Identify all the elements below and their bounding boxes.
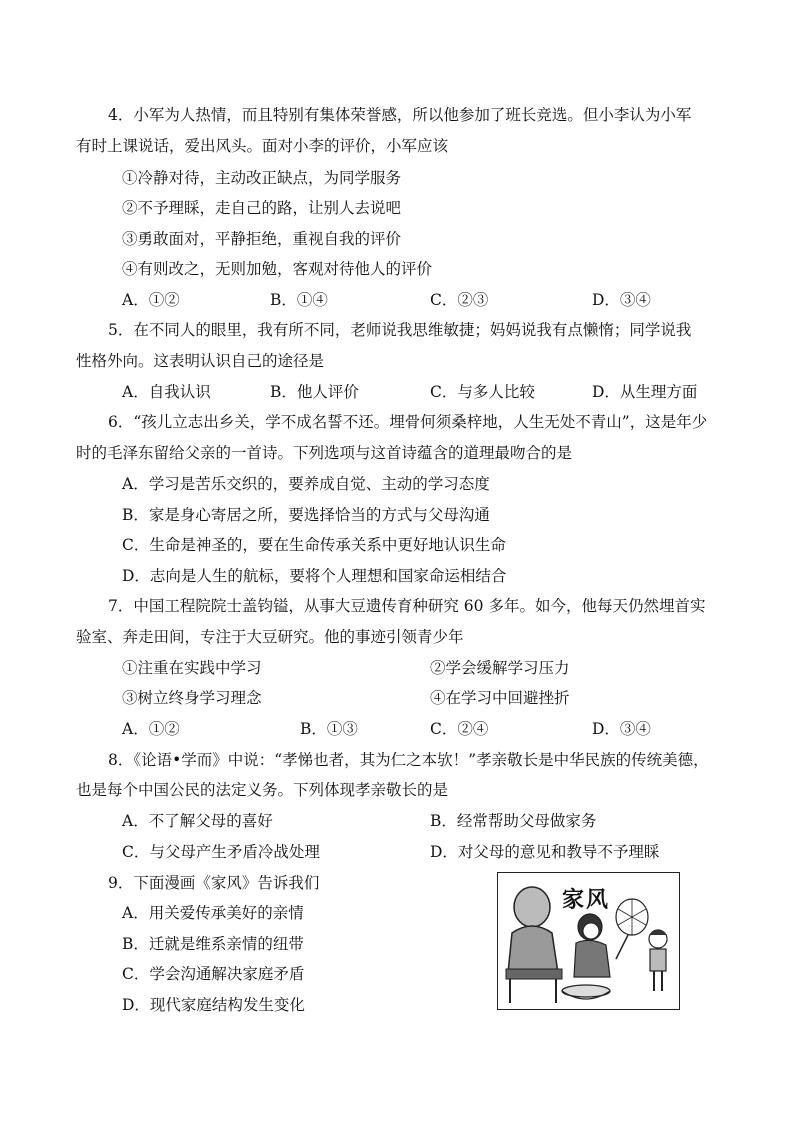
q8-option-a: A．不了解父母的喜好	[122, 812, 273, 830]
q4-option-c: C．②③	[430, 291, 489, 309]
q7-statement-1: ①注重在实践中学习	[122, 659, 262, 677]
q8-option-d: D．对父母的意见和教导不予理睬	[430, 843, 660, 861]
q4-statement-2: ②不予理睬，走自己的路，让别人去说吧	[122, 199, 402, 217]
q9-option-d: D．现代家庭结构发生变化	[122, 996, 305, 1014]
family-cartoon	[497, 872, 680, 1010]
q9-option-b: B．迁就是维系亲情的纽带	[122, 935, 304, 953]
q4-option-b: B．①④	[270, 291, 328, 309]
q9-option-a: A．用关爱传承美好的亲情	[122, 904, 304, 922]
q6-option-c: C．生命是神圣的，要在生命传承关系中更好地认识生命	[122, 536, 506, 554]
q8-option-b: B．经常帮助父母做家务	[430, 812, 597, 830]
q7-statement-4: ④在学习中回避挫折	[430, 689, 570, 707]
q4-option-d: D．③④	[592, 291, 651, 309]
q7-stem-line2: 验室、奔走田间，专注于大豆研究。他的事迹引领青少年	[76, 628, 464, 646]
q7-statement-2: ②学会缓解学习压力	[430, 659, 570, 677]
q5-stem-line1: 5．在不同人的眼里，我有所不同，老师说我思维敏捷；妈妈说我有点懒惰；同学说我	[108, 321, 692, 339]
q6-option-d: D．志向是人生的航标，要将个人理想和国家命运相结合	[122, 567, 507, 585]
q8-option-c: C．与父母产生矛盾冷战处理	[122, 843, 320, 861]
q7-option-c: C．②④	[430, 720, 489, 738]
q4-stem-line2: 有时上课说话，爱出风头。面对小李的评价，小军应该	[76, 137, 449, 155]
q6-option-a: A．学习是苦乐交织的，要养成自觉、主动的学习态度	[122, 475, 490, 493]
q8-stem-line1: 8．《论语•学而》中说：“孝悌也者，其为仁之本欤！”孝亲敬长是中华民族的传统美德，	[108, 751, 709, 769]
q4-statement-3: ③勇敢面对，平静拒绝，重视自我的评价	[122, 230, 402, 248]
q7-option-b: B．①③	[300, 720, 358, 738]
q5-option-a: A．自我认识	[122, 383, 211, 401]
q5-stem-line2: 性格外向。这表明认识自己的途径是	[76, 352, 325, 370]
q4-statement-1: ①冷静对待，主动改正缺点，为同学服务	[122, 169, 402, 187]
cartoon-title: 家风	[562, 888, 611, 913]
q7-statement-3: ③树立终身学习理念	[122, 689, 262, 707]
q6-option-b: B．家是身心寄居之所，要选择恰当的方式与父母沟通	[122, 506, 490, 524]
q5-option-d: D．从生理方面	[592, 383, 698, 401]
q4-stem-line1: 4．小军为人热情，而且特别有集体荣誉感，所以他参加了班长竞选。但小李认为小军	[108, 106, 692, 124]
q5-option-b: B．他人评价	[270, 383, 359, 401]
q9-stem-line1: 9．下面漫画《家风》告诉我们	[108, 874, 320, 892]
q7-option-a: A．①②	[122, 720, 180, 738]
q4-statement-4: ④有则改之，无则加勉，客观对待他人的评价	[122, 260, 433, 278]
q8-stem-line2: 也是每个中国公民的法定义务。下列体现孝亲敬长的是	[76, 781, 449, 799]
q7-stem-line1: 7．中国工程院院士盖钧镒，从事大豆遗传育种研究 60 多年。如今，他每天仍然埋首实	[108, 597, 706, 615]
q6-stem-line1: 6．“孩儿立志出乡关，学不成名誓不还。埋骨何须桑梓地，人生无处不青山”，这是年少	[108, 413, 708, 431]
q6-stem-line2: 时的毛泽东留给父亲的一首诗。下列选项与这首诗蕴含的道理最吻合的是	[76, 444, 573, 462]
q4-option-a: A．①②	[122, 291, 180, 309]
q9-option-c: C．学会沟通解决家庭矛盾	[122, 965, 305, 983]
q5-option-c: C．与多人比较	[430, 383, 535, 401]
q7-option-d: D．③④	[592, 720, 651, 738]
